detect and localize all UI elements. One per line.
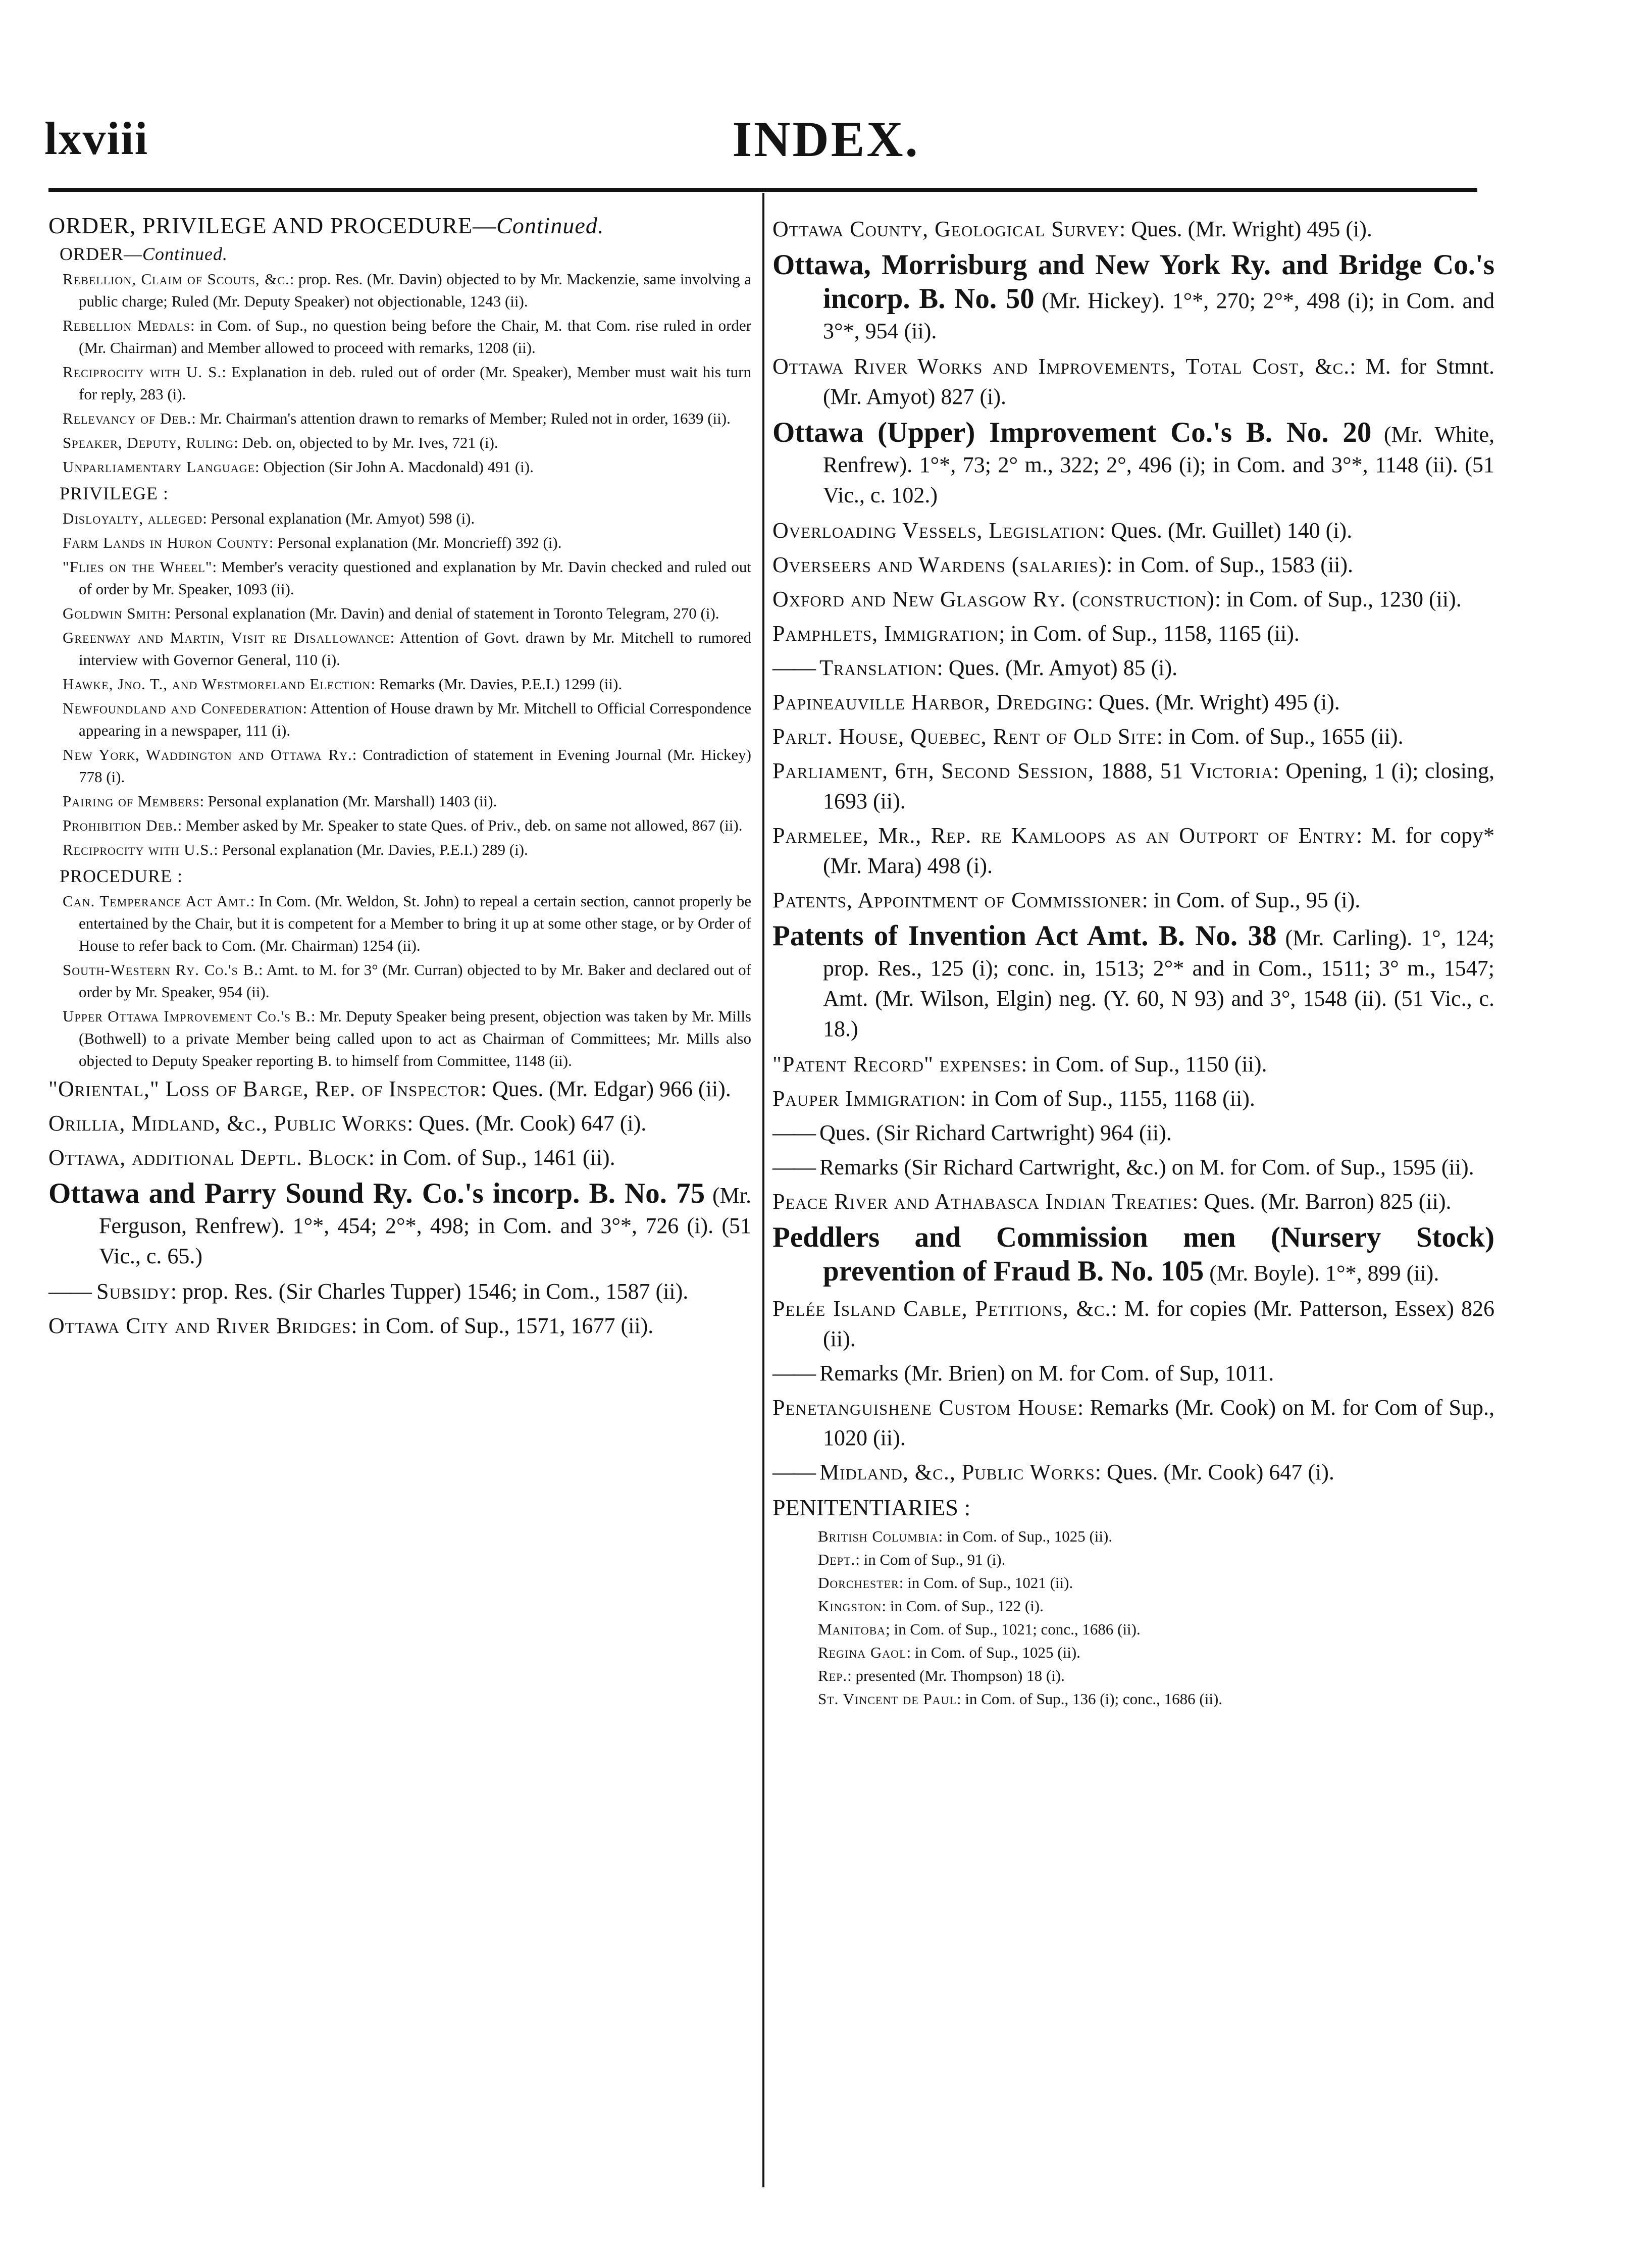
entry-heading: Reciprocity with U.S. [63,841,214,858]
entry-text: : Ques. (Mr. Cook) 647 (i). [407,1111,647,1136]
index-entry [48,790,751,812]
index-entry [772,1457,1494,1488]
entry-dash: —— [772,1120,819,1145]
index-entry [772,516,1494,546]
index-entry [48,697,751,742]
index-entry [772,687,1494,718]
index-entry [772,1152,1494,1183]
entry-dash: —— [772,1460,819,1484]
index-entry [48,1005,751,1072]
entry-heading: Midland, &c., Public Works [819,1460,1095,1484]
entry-text: : Opening, 1 (i); closing, 1693 (ii). [823,758,1494,813]
entry-heading: Peddlers and Commission men (Nursery Stock) prevention of Fraud B. No. 105 [772,1221,1494,1287]
index-entry [48,602,751,625]
entry-heading: Disloyalty, alleged [63,509,203,527]
index-entry [772,1664,1494,1687]
entry-heading: Regina Gaol [818,1644,907,1661]
left-main-entries [48,1074,751,1173]
entry-heading: Ottawa, additional Deptl. Block [48,1145,369,1170]
entry-text: (Mr. Hickey). 1°*, 270; 2°*, 498 (i); in Com. and 3°*, 954 (ii). [823,288,1494,343]
entry-text: : Amt. to M. for 3° (Mr. Curran) objected to by Mr. Baker and declared out of order by Mr. Speaker, 954 (ii). [79,961,751,1001]
entry-text: : In Com. (Mr. Weldon, St. John) to repeal a certain section, cannot properly be entertained by the Chair, but it is competent for a Member to bring it up at some other stage, or by Order of House to refer back to Com. (Mr. Chairman) 1254 (ii). [79,892,752,954]
index-entry [48,532,751,554]
entry-text: : in Com. of Sup., 1461 (ii). [368,1145,615,1170]
index-entry [772,1618,1494,1641]
entry-heading: Reciprocity with U. S. [63,363,222,381]
entry-text: ; in Com. of Sup., 1158, 1165 (ii). [999,621,1300,646]
index-entry [48,814,751,837]
right-column [772,212,1494,1711]
entry-heading: Parlt. House, Quebec, Rent of Old Site [772,724,1157,749]
index-entry [48,1074,751,1104]
entry-text: (Mr. Boyle). 1°*, 899 (ii). [1204,1261,1439,1286]
entry-heading: British Columbia [818,1527,939,1545]
index-entry [772,248,1494,346]
index-entry [48,456,751,478]
index-entry [772,1049,1494,1080]
entry-heading: Parliament, 6th, Second Session, 1888, 51 Victoria [772,758,1273,783]
entry-heading: South-Western Ry. Co.'s B. [63,961,259,979]
entry-text: : in Com of Sup., 91 (i). [855,1551,1006,1568]
entry-text: : Ques. (Mr. Amyot) 85 (i). [937,655,1178,680]
index-entry-subsidy: —— Subsidy: prop. Res. (Sir Charles Tupper) 1546; in Com., 1587 (ii). [48,1279,689,1304]
index-entry [772,885,1494,915]
privilege-heading: PRIVILEGE : [60,483,169,503]
entry-heading: Hawke, Jno. T., and Westmoreland Election [63,675,371,693]
entry-text: : Personal explanation (Mr. Marshall) 1403 (ii). [199,792,497,810]
index-entry [772,1687,1494,1711]
entry-heading: Greenway and Martin, Visit re Disallowance [63,629,390,646]
index-entry [772,1571,1494,1595]
index-entry [772,214,1494,244]
index-entry [772,1358,1494,1389]
entry-heading: Manitoba [818,1620,886,1638]
entry-heading: Unparliamentary Language [63,458,255,476]
entry-dash: —— [772,1155,819,1180]
entry-text: : Attention of House drawn by Mr. Mitchell to Official Correspondence appearing in a newspaper, 111 (i). [79,699,751,739]
entry-text: Ques. (Sir Richard Cartwright) 964 (ii). [819,1120,1172,1145]
entry-text: : M. for copies (Mr. Patterson, Essex) 826 (ii). [823,1296,1494,1351]
index-entry [48,407,751,430]
index-entry [48,268,751,313]
entry-text: : in Com of Sup., 1155, 1168 (ii). [960,1086,1255,1111]
entry-heading: Rep. [818,1667,848,1684]
index-entry-bridges: Ottawa City and River Bridges: in Com. of Sup., 1571, 1677 (ii). [48,1313,654,1338]
index-entry [48,959,751,1003]
entry-text: : Remarks (Mr. Cook) on M. for Com of Sup., 1020 (ii). [823,1395,1494,1450]
procedure-entries [48,890,751,1072]
entry-heading: Newfoundland and Confederation [63,699,303,717]
entry-text: : in Com. of Sup., no question being before the Chair, M. that Com. rise ruled in order (Mr. Chairman) and Member allowed to proceed with remarks, 1208 (ii). [79,317,751,356]
entry-text: : Mr. Deputy Speaker being present, objection was taken by Mr. Mills (Bothwell) to a private Member being called upon to act as Chairman of Committees; Mr. Mills also objected to Deputy Speaker reporting B. to himself from Committee, 1148 (ii). [79,1007,751,1069]
entry-text: : Personal explanation (Mr. Amyot) 598 (i). [202,509,475,527]
entry-text: : Objection (Sir John A. Macdonald) 491 (i). [254,458,534,476]
entry-text: : Ques. (Mr. Guillet) 140 (i). [1099,518,1353,543]
left-column [48,212,751,1345]
entry-text: : in Com. of Sup., 1230 (ii). [1214,587,1462,611]
entry-text: Remarks (Mr. Brien) on M. for Com. of Sup, 1011. [819,1361,1274,1386]
entry-heading: "Patent Record" expenses [772,1052,1021,1077]
entry-text: : in Com. of Sup., 1583 (ii). [1106,552,1354,577]
entry-text: : Personal explanation (Mr. Davin) and denial of statement in Toronto Telegram, 270 (i). [166,604,719,622]
entry-heading: Overseers and Wardens (salaries) [772,552,1107,577]
entry-text: : Contradiction of statement in Evening Journal (Mr. Hickey) 778 (i). [79,746,751,786]
entry-heading: Rebellion, Claim of Scouts, &c. [63,270,290,288]
entry-heading: Oxford and New Glasgow Ry. (construction) [772,587,1215,611]
index-entry [772,550,1494,580]
entry-heading: "Oriental," Loss of Barge, Rep. of Inspector [48,1077,481,1101]
entry-text: : presented (Mr. Thompson) 18 (i). [847,1667,1065,1684]
index-entry [48,890,751,957]
index-entry [772,1525,1494,1548]
index-entry [48,432,751,454]
index-entry [48,627,751,671]
entry-heading: Pairing of Members [63,792,200,810]
entry-heading: Speaker, Deputy, Ruling [63,434,234,451]
entry-heading: Upper Ottawa Improvement Co.'s B. [63,1007,311,1025]
entry-text: : in Com. of Sup., 95 (i). [1142,888,1361,912]
order-heading: ORDER—Continued. [60,244,228,264]
index-entry [772,1118,1494,1148]
index-entry [772,821,1494,881]
entry-text: (Mr. White, Renfrew). 1°*, 73; 2° m., 322; 2°, 496 (i); in Com. and 3°*, 1148 (ii). (51 Vic., c. 102.) [823,422,1494,507]
order-entries [48,268,751,478]
penitentiaries-entries [772,1525,1494,1711]
index-entry [772,1595,1494,1618]
index-entry [772,1221,1494,1289]
index-entry [772,584,1494,614]
entry-heading: Penetanguishene Custom House [772,1395,1077,1420]
entry-heading: "Flies on the Wheel" [63,558,213,576]
index-entry [48,556,751,600]
entry-heading: Relevancy of Deb. [63,409,192,427]
index-entry [48,1108,751,1139]
entry-heading: Pauper Immigration [772,1086,960,1111]
index-entry [772,1187,1494,1217]
entry-heading: Papineauville Harbor, Dredging [772,690,1087,714]
index-entry [772,1294,1494,1354]
entry-text: : Deb. on, objected to by Mr. Ives, 721 (i). [234,434,498,451]
entry-text: : Personal explanation (Mr. Davies, P.E.I.) 289 (i). [214,841,528,858]
section-heading: ORDER, PRIVILEGE AND PROCEDURE—Continued. [48,213,604,238]
entry-text: Remarks (Sir Richard Cartwright, &c.) on M. for Com. of Sup., 1595 (ii). [819,1155,1474,1180]
entry-text: : Mr. Chairman's attention drawn to remarks of Member; Ruled not in order, 1639 (ii). [191,409,731,427]
index-entry [772,351,1494,412]
entry-heading: Pelée Island Cable, Petitions, &c. [772,1296,1111,1321]
entry-heading: Dept. [818,1551,856,1568]
entry-text: : in Com. of Sup., 1025 (ii). [906,1644,1080,1661]
index-entry [772,756,1494,816]
entry-heading: Ottawa County, Geological Survey [772,217,1120,241]
index-entry [772,722,1494,752]
entry-text: : Member's veracity questioned and explanation by Mr. Davin checked and ruled out of order by Mr. Speaker, 1093 (ii). [79,558,751,598]
index-entry [48,744,751,788]
index-entry [772,1084,1494,1114]
procedure-heading: PROCEDURE : [60,866,183,886]
entry-text: : Personal explanation (Mr. Moncrieff) 392 (i). [269,534,562,551]
index-entry [772,416,1494,510]
index-entry [48,839,751,861]
entry-text: : Ques. (Mr. Cook) 647 (i). [1095,1460,1334,1484]
index-entry-parry-sound: Ottawa and Parry Sound Ry. Co.'s incorp. B. No. 75 (Mr. Ferguson, Renfrew). 1°*, 454; 2°*, 498; in Com. and 3°*, 726 (i). (51 Vic., c. 65.) [48,1177,751,1268]
header-rule [48,188,1477,192]
index-entry [772,1641,1494,1664]
entry-heading: Dorchester [818,1574,899,1592]
index-entry [772,1393,1494,1453]
entry-heading: Parmelee, Mr., Rep. re Kamloops as an Outport of Entry [772,823,1357,848]
index-entry [48,673,751,695]
entry-text: : Ques. (Mr. Edgar) 966 (ii). [480,1077,731,1101]
entry-heading: Farm Lands in Huron County [63,534,269,551]
entry-heading: Prohibition Deb. [63,816,178,834]
entry-heading: New York, Waddington and Ottawa Ry. [63,746,352,763]
entry-text: : Ques. (Mr. Barron) 825 (ii). [1192,1189,1452,1214]
index-entry [48,507,751,530]
entry-text: (Mr. Carling). 1°, 124; prop. Res., 125 (i); conc. in, 1513; 2°* and in Com., 1511; 3° m., 1547; Amt. (Mr. Wilson, Elgin) neg. (Y. 60, N 93) and 3°, 1548 (ii). (51 Vic., c. 18.) [823,926,1495,1041]
entry-heading: St. Vincent de Paul [818,1690,957,1708]
index-entry [772,919,1494,1044]
entry-text: : in Com. of Sup., 136 (i); conc., 1686 (ii). [956,1690,1223,1708]
entry-text: : Explanation in deb. ruled out of order (Mr. Speaker), Member must wait his turn for reply, 283 (i). [79,363,751,403]
entry-text: : in Com. of Sup., 1150 (ii). [1021,1052,1267,1077]
index-entry [48,361,751,405]
entry-text: : in Com. of Sup., 1021 (ii). [899,1574,1073,1592]
entry-heading: Translation [819,655,937,680]
entry-heading: Orillia, Midland, &c., Public Works [48,1111,407,1136]
entry-heading: Ottawa (Upper) Improvement Co.'s B. No. 20 [772,417,1372,448]
entry-heading: Kingston [818,1597,882,1615]
entry-heading: Pamphlets, Immigration [772,621,999,646]
privilege-entries [48,507,751,861]
index-entry [772,653,1494,683]
entry-heading: Ottawa River Works and Improvements, Total Cost, &c. [772,354,1350,379]
entry-dash: —— [772,1361,819,1386]
entry-text: : M. for Stmnt. (Mr. Amyot) 827 (i). [823,354,1494,409]
entry-text: : Member asked by Mr. Speaker to state Ques. of Priv., deb. on same not allowed, 867 (ii). [177,816,743,834]
page-title: INDEX. [732,111,920,167]
entry-text: : prop. Res. (Mr. Davin) objected to by Mr. Mackenzie, same involving a public charge; Ruled (Mr. Deputy Speaker) not objectionable, 1243 (ii). [79,270,752,310]
entry-heading: Can. Temperance Act Amt. [63,892,250,910]
entry-text: : Ques. (Mr. Wright) 495 (i). [1087,690,1340,714]
entry-text: : in Com. of Sup., 1025 (ii). [938,1527,1113,1545]
entry-text: : in Com. of Sup., 1655 (ii). [1156,724,1404,749]
entry-heading: Goldwin Smith [63,604,167,622]
entry-heading: Rebellion Medals [63,317,190,334]
entry-text: : Attention of Govt. drawn by Mr. Mitchell to rumored interview with Governor General, 110 (i). [79,629,751,669]
entry-text: : M. for copy* (Mr. Mara) 498 (i). [823,823,1494,878]
index-entry [48,315,751,359]
entry-heading: Peace River and Athabasca Indian Treaties [772,1189,1193,1214]
penitentiaries-heading: PENITENTIARIES : [772,1495,971,1520]
page-number: lxviii [44,113,149,164]
entry-dash: —— [772,655,819,680]
entry-text: : in Com. of Sup., 122 (i). [882,1597,1044,1615]
column-divider [762,193,764,2187]
entry-heading: Overloading Vessels, Legislation [772,518,1100,543]
index-entry [48,1143,751,1173]
entry-heading: Patents of Invention Act Amt. B. No. 38 [772,920,1277,952]
entry-text: ; in Com. of Sup., 1021; conc., 1686 (ii). [886,1620,1141,1638]
index-entry [772,1548,1494,1571]
index-entry [772,619,1494,649]
entry-heading: Ottawa, Morrisburg and New York Ry. and Bridge Co.'s incorp. B. No. 50 [772,249,1494,315]
entry-text: : Remarks (Mr. Davies, P.E.I.) 1299 (ii). [371,675,623,693]
right-entries [772,214,1494,1488]
entry-heading: Patents, Appointment of Commissioner [772,888,1142,912]
entry-text: : Ques. (Mr. Wright) 495 (i). [1119,217,1372,241]
